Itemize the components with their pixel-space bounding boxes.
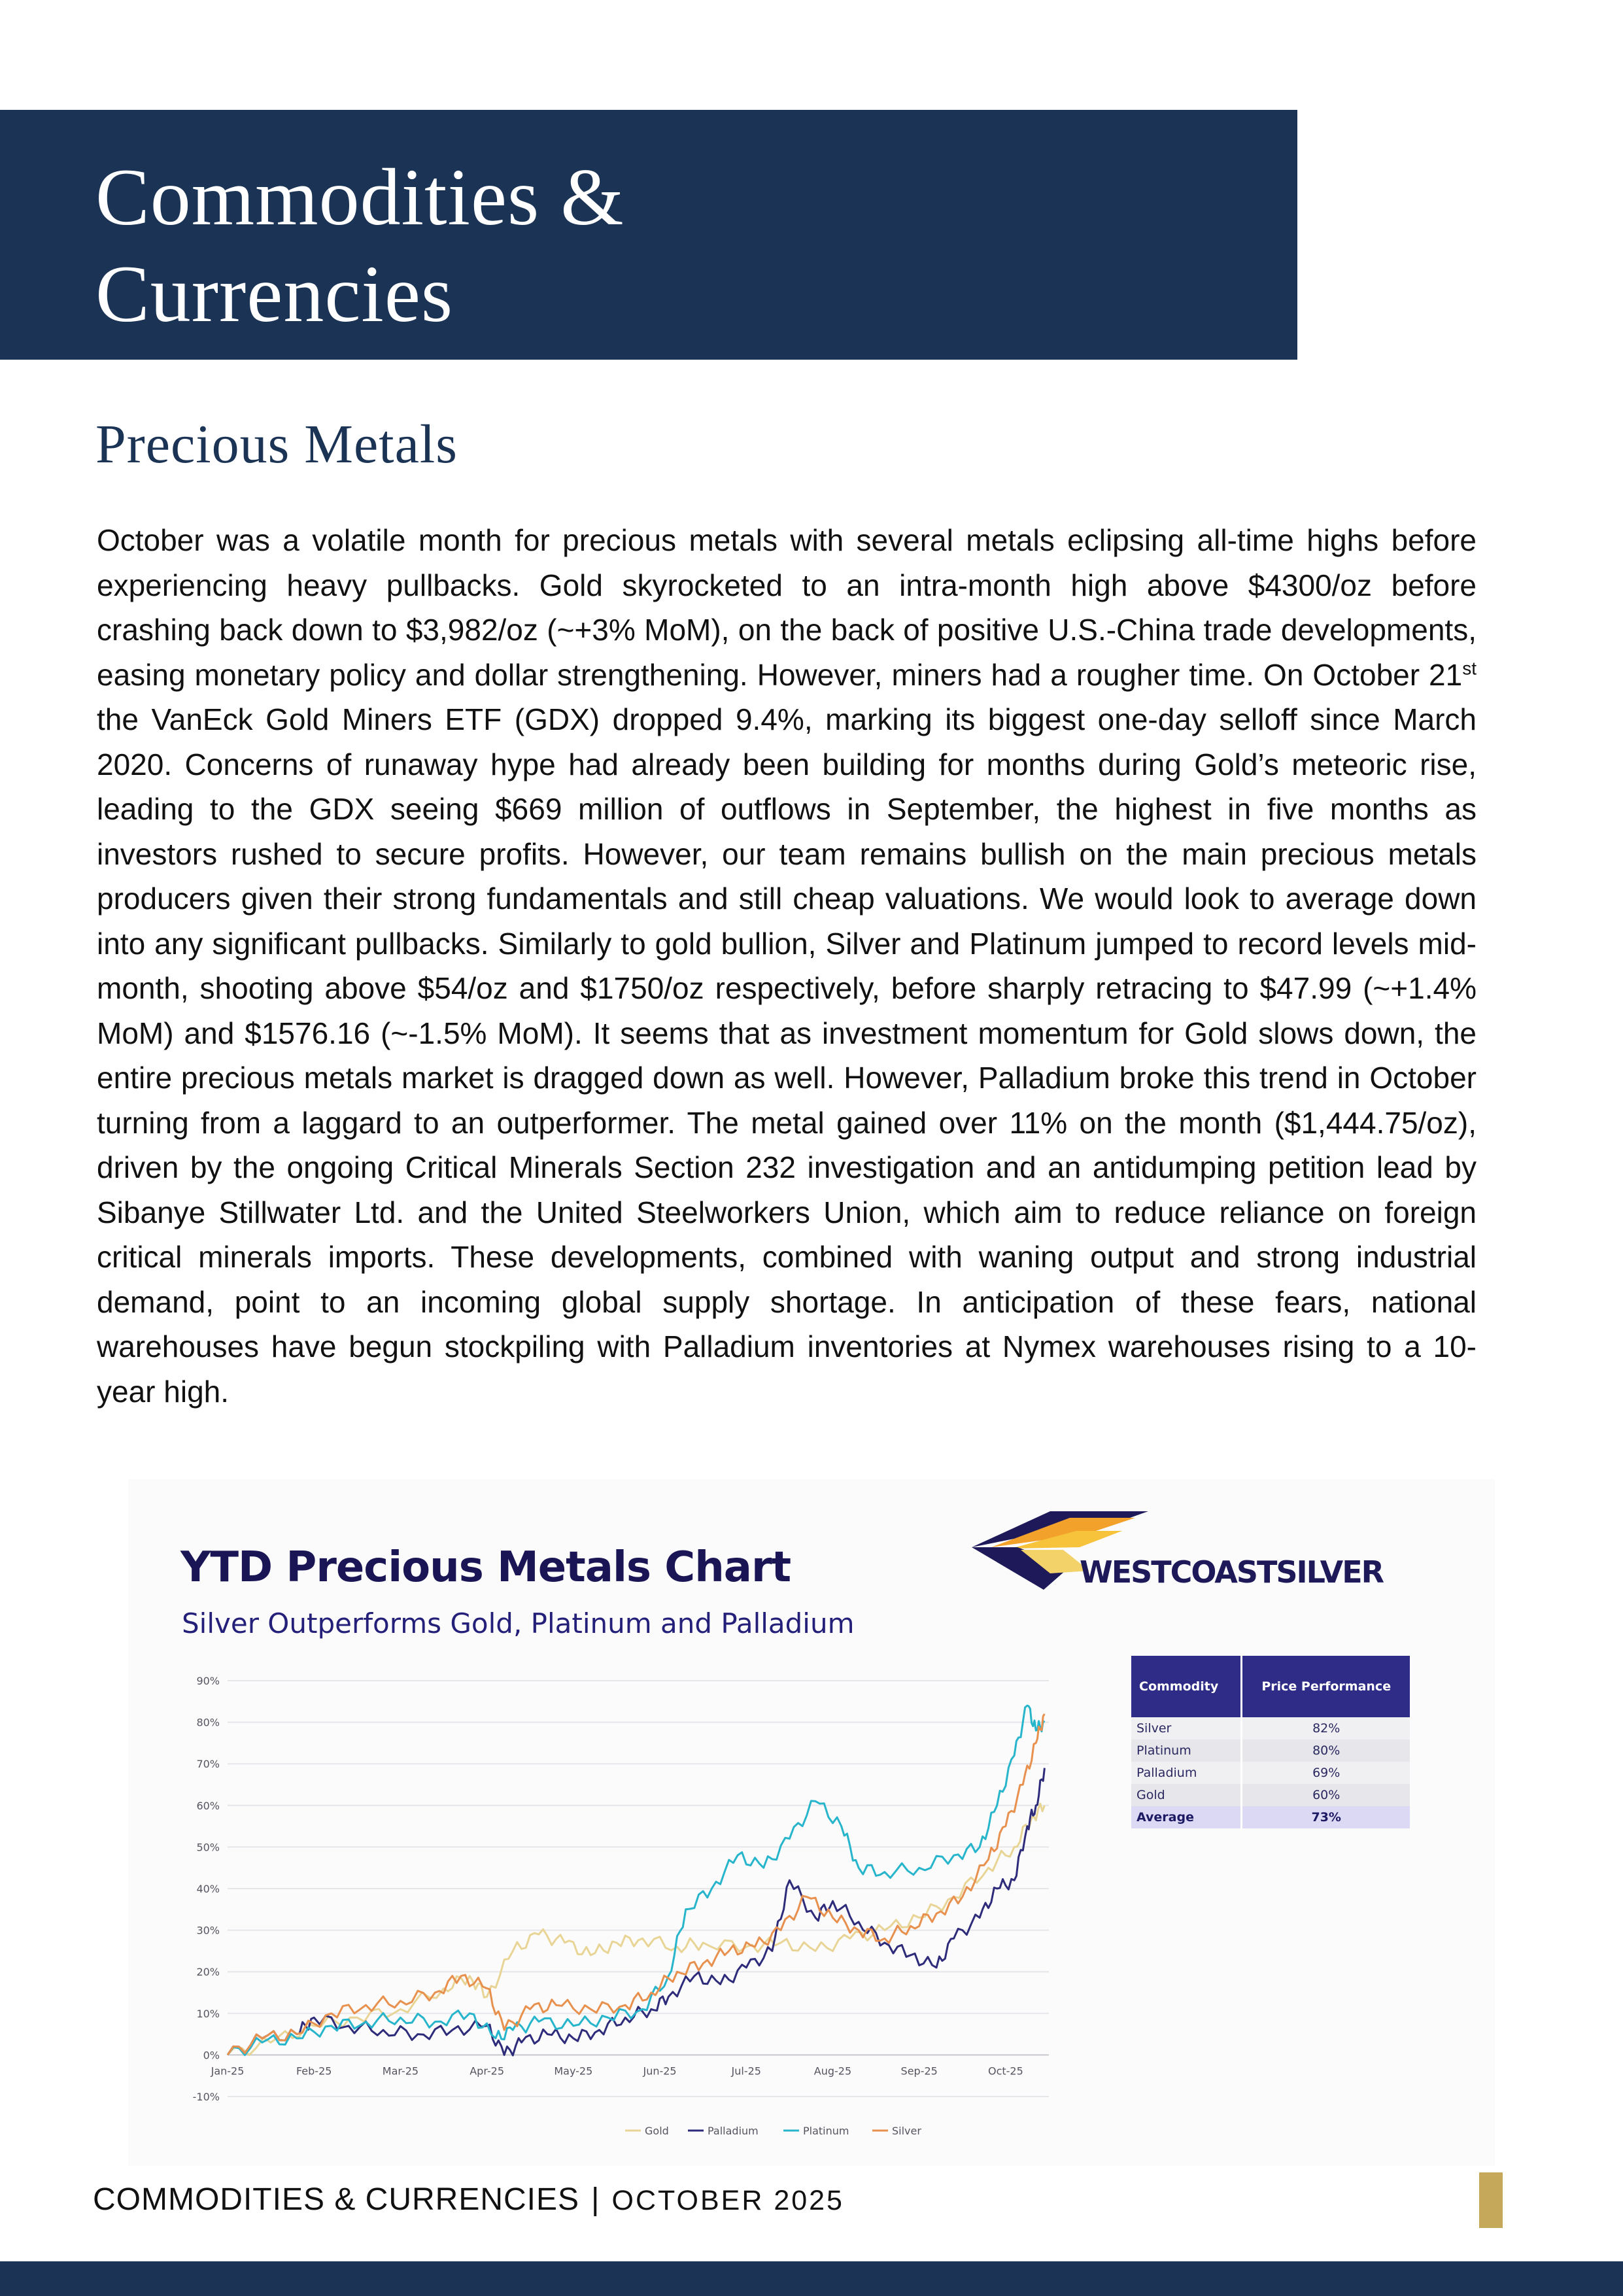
y-tick-label: 90% bbox=[196, 1675, 220, 1687]
table-cell-performance: 80% bbox=[1242, 1739, 1410, 1762]
table-row-average bbox=[1131, 1806, 1410, 1828]
legend-label: Palladium bbox=[708, 2125, 759, 2137]
footer-title: COMMODITIES & CURRENCIES bbox=[93, 2182, 580, 2217]
series-line-platinum bbox=[228, 1705, 1044, 2055]
table-cell-commodity: Platinum bbox=[1131, 1739, 1242, 1762]
x-tick-label: Jan-25 bbox=[211, 2065, 245, 2078]
chart-title: YTD Precious Metals Chart bbox=[180, 1543, 791, 1592]
y-tick-label: 20% bbox=[196, 1966, 220, 1979]
y-tick-label: 50% bbox=[196, 1841, 220, 1854]
legend-label: Silver bbox=[892, 2125, 921, 2137]
table-row bbox=[1131, 1784, 1410, 1806]
table-cell-commodity: Silver bbox=[1131, 1717, 1242, 1739]
page-title-line-2: Currencies bbox=[95, 249, 454, 339]
x-tick-label: Mar-25 bbox=[382, 2065, 419, 2078]
x-tick-label: Feb-25 bbox=[296, 2065, 332, 2078]
x-tick-label: May-25 bbox=[554, 2065, 593, 2078]
article-body bbox=[97, 518, 1477, 1414]
y-tick-label: 70% bbox=[196, 1758, 220, 1771]
x-tick-label: Oct-25 bbox=[987, 2065, 1023, 2078]
page-title-line-1: Commodities & bbox=[95, 152, 624, 242]
table-row bbox=[1131, 1762, 1410, 1784]
table-row bbox=[1131, 1739, 1410, 1762]
table-cell-performance: 73% bbox=[1242, 1806, 1410, 1828]
page-marker bbox=[1479, 2172, 1503, 2228]
section-heading: Precious Metals bbox=[95, 414, 458, 475]
column-header-commodity: Commodity bbox=[1131, 1656, 1242, 1717]
ordinal-suffix: st bbox=[1462, 658, 1477, 679]
article-text-part-2: the VanEck Gold Miners ETF (GDX) dropped 9.4%, marking its biggest one-day selloff since March 2020. Concerns of runaway hype had already been building for months during Gold’s meteoric rise, leading to the GDX seeing $669 million of outflows in September, the highest in five months as investors rushed to secure profits. However, our team remains bullish on the main precious metals producers given their strong fundamentals and still cheap valuations. We would look to average down into any significant pullbacks. Similarly to gold bullion, Silver and Platinum jumped to record levels mid-month, shooting above $54/oz and $1750/oz respectively, before sharply retracing to $47.99 (~+1.4% MoM) and $1576.16 (~-1.5% MoM). It seems that as investment momentum for Gold slows down, the entire precious metals market is dragged down as well. However, Palladium broke this trend in October turning from a laggard to an outperformer. The metal gained over 11% on the month ($1,444.75/oz), driven by the ongoing Critical Minerals Section 232 investigation and an antidumping petition lead by Sibanye Stillwater Ltd. and the United Steelworkers Union, which aim to reduce reliance on foreign critical minerals imports. These developments, combined with waning output and strong industrial demand, point to an incoming global supply shortage. In anticipation of these fears, national warehouses have begun stockpiling with Palladium inventories at Nymex warehouses rising to a 10-year high. bbox=[97, 702, 1477, 1409]
table-row bbox=[1131, 1717, 1410, 1739]
table-cell-performance: 69% bbox=[1242, 1762, 1410, 1784]
legend-label: Gold bbox=[645, 2125, 669, 2137]
y-tick-label: 30% bbox=[196, 1924, 220, 1937]
table-cell-commodity: Gold bbox=[1131, 1784, 1242, 1806]
performance-table bbox=[1131, 1656, 1410, 1828]
footer-separator: | bbox=[591, 2182, 600, 2217]
y-tick-label: -10% bbox=[192, 2091, 220, 2103]
x-tick-label: Sep-25 bbox=[900, 2065, 938, 2078]
page-title bbox=[95, 149, 624, 343]
series-line-silver bbox=[228, 1714, 1044, 2055]
series-line-gold bbox=[228, 1804, 1044, 2055]
y-tick-label: 80% bbox=[196, 1716, 220, 1729]
x-tick-label: Jul-25 bbox=[731, 2065, 761, 2078]
y-tick-label: 10% bbox=[196, 2007, 220, 2020]
logo-wordmark: WESTCOASTSILVER bbox=[1080, 1554, 1384, 1590]
y-tick-label: 0% bbox=[203, 2049, 220, 2062]
table-cell-performance: 82% bbox=[1242, 1717, 1410, 1739]
table-cell-commodity: Palladium bbox=[1131, 1762, 1242, 1784]
footer-band bbox=[0, 2261, 1623, 2296]
table-header-row bbox=[1131, 1656, 1410, 1717]
table-cell-performance: 60% bbox=[1242, 1784, 1410, 1806]
x-tick-label: Apr-25 bbox=[470, 2065, 505, 2078]
x-tick-label: Aug-25 bbox=[813, 2065, 852, 2078]
y-tick-label: 60% bbox=[196, 1799, 220, 1812]
y-tick-label: 40% bbox=[196, 1883, 220, 1895]
chart-subtitle: Silver Outperforms Gold, Platinum and Palladium bbox=[182, 1607, 855, 1639]
column-header-price-performance: Price Performance bbox=[1242, 1656, 1410, 1717]
legend-label: Platinum bbox=[803, 2125, 849, 2137]
table-cell-commodity: Average bbox=[1131, 1806, 1242, 1828]
chart-card bbox=[128, 1479, 1495, 2166]
x-tick-label: Jun-25 bbox=[643, 2065, 677, 2078]
article-text-part-1: October was a volatile month for precious metals with several metals eclipsing all-time highs before experiencing heavy pullbacks. Gold skyrocketed to an intra-month high above $4300/oz before crashing back down to $3,982/oz (~+3% MoM), on the back of positive U.S.-China trade developments, easing monetary policy and dollar strengthening. However, miners had a rougher time. On October 21 bbox=[97, 523, 1477, 692]
footer-label bbox=[93, 2182, 844, 2218]
footer-date: OCTOBER 2025 bbox=[611, 2185, 844, 2216]
